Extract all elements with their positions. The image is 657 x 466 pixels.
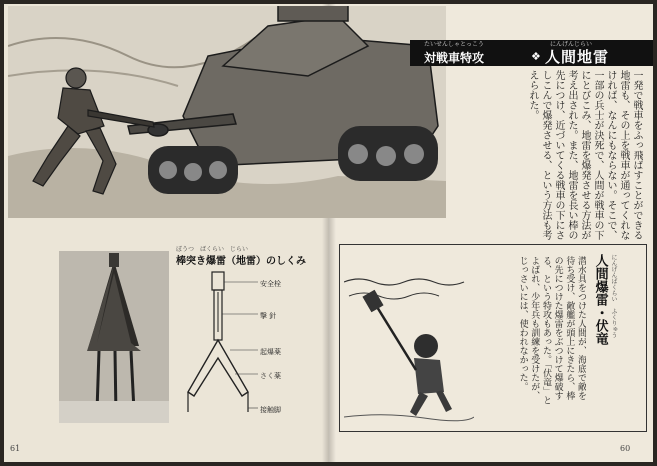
- diver-illustration: [344, 262, 474, 424]
- diagram-caption-ruby: ぼうつ ばくらい じらい: [176, 246, 249, 253]
- diagram-caption: 棒突き爆雷（地雷）のしくみ: [176, 256, 306, 267]
- article-title-banner: [410, 40, 653, 66]
- label-explosive: さく薬: [260, 372, 281, 380]
- title-small: 対戦車特攻: [424, 51, 485, 65]
- book-spread: [4, 4, 653, 462]
- page-number-left: 61: [10, 444, 21, 453]
- page-number-right: 60: [620, 444, 631, 453]
- label-contact-legs: 接触脚: [260, 406, 281, 414]
- title-big-ruby: にんげんじらい: [550, 41, 593, 48]
- sub-heading-ruby: にんげんばくらい ふくりゅう: [610, 254, 617, 338]
- body-text-bottom: 潜水具をつけた人間が、海底で敵を待ち受け、敵艦が頭上にきたら、棒の先につけた爆雷をぶつけて爆破する、という特攻もあった。「伏竜」とよばれ、少年兵も訓練を受けたが、じっさいには、使われなかった。: [517, 256, 586, 405]
- title-main: 人間地雷: [545, 48, 610, 66]
- sub-heading: 人間爆雷・伏竜: [592, 254, 608, 345]
- mine-mechanism-diagram: [180, 262, 330, 422]
- title-small-ruby: たいせんしゃとっこう: [424, 41, 484, 48]
- body-text-top: 一発で戦車をふっ飛ばすことができる地雷も、その上を戦車が通ってくれなければ、なんにもならない。そこで、一部の兵士が決死で、人間が戦車の下にとびこみ、地雷を爆発させる方法が考え出された。また、地雷を長い棒の先につけ、近づいてくる戦車の下にさしこんで爆発させる、という方法も考えられた。: [527, 70, 642, 240]
- label-safety-pin: 安全栓: [260, 280, 281, 288]
- tank-attack-illustration: [8, 6, 446, 218]
- diamond-icon: ❖: [531, 50, 541, 63]
- mine-photo: [59, 251, 169, 423]
- label-detonator: 起爆薬: [260, 348, 281, 356]
- label-firing-pin: 撃 針: [260, 312, 277, 320]
